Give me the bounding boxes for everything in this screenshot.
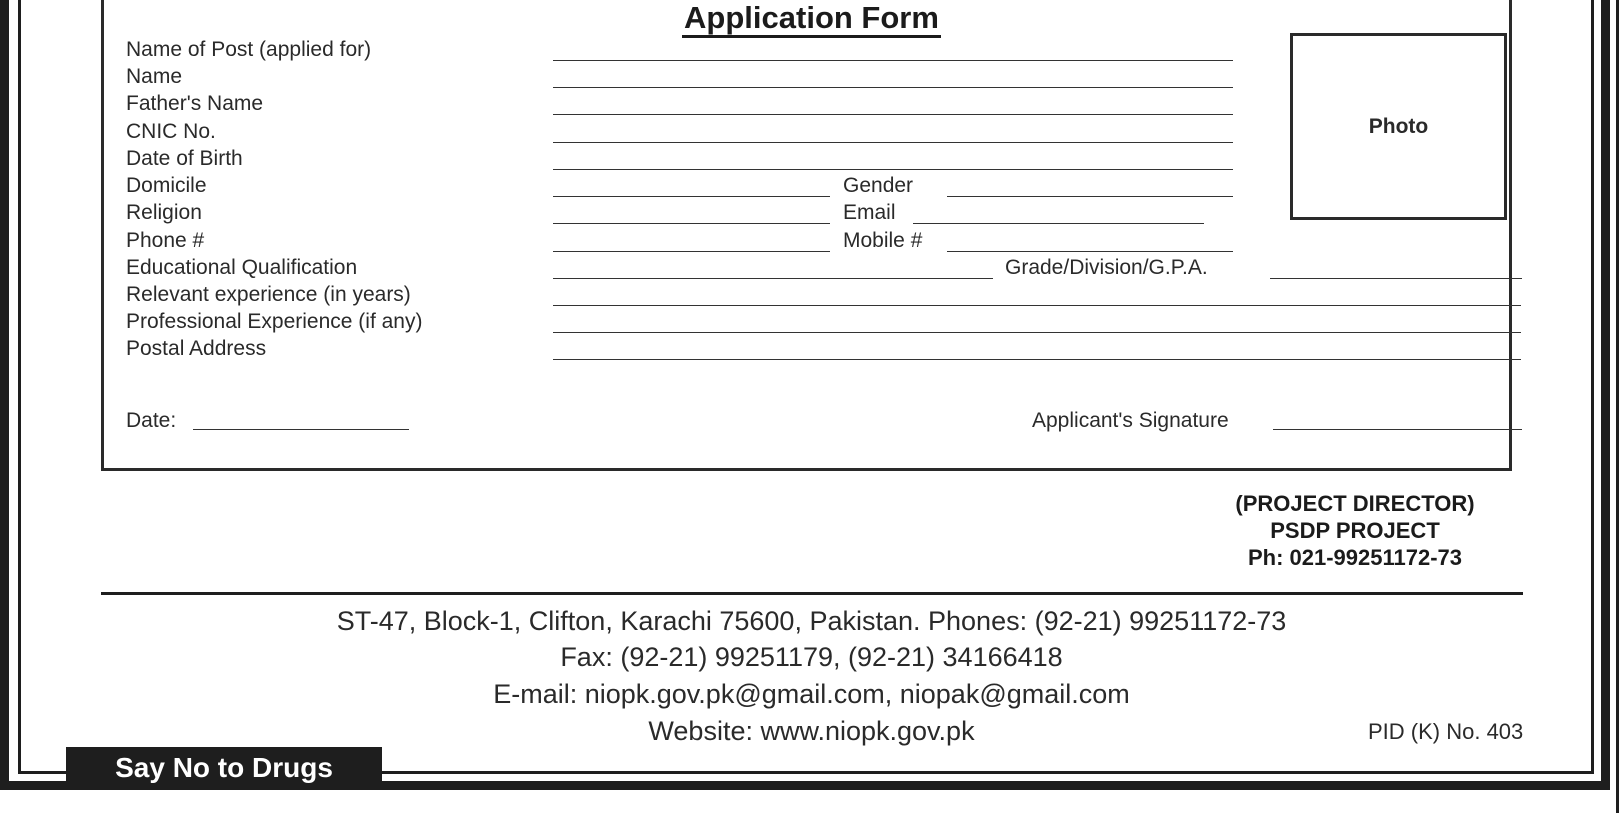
date-field[interactable] bbox=[193, 429, 409, 430]
label-date: Date: bbox=[126, 409, 177, 432]
label-phone: Phone # bbox=[126, 229, 205, 252]
footer-website: Website: www.niopk.gov.pk bbox=[648, 716, 975, 746]
form-title: Application Form bbox=[682, 0, 941, 38]
label-signature: Applicant's Signature bbox=[1032, 409, 1229, 432]
label-relevant-experience: Relevant experience (in years) bbox=[126, 283, 411, 306]
say-no-to-drugs-banner bbox=[66, 747, 382, 789]
footer-separator bbox=[101, 592, 1523, 595]
label-gender: Gender bbox=[843, 174, 914, 197]
label-religion: Religion bbox=[126, 201, 202, 224]
label-professional-experience: Professional Experience (if any) bbox=[126, 310, 423, 333]
label-domicile: Domicile bbox=[126, 174, 207, 197]
photo-box[interactable] bbox=[1290, 33, 1507, 220]
father-name-field[interactable] bbox=[553, 114, 1233, 115]
professional-experience-field[interactable] bbox=[553, 332, 1521, 333]
director-project: PSDP PROJECT bbox=[1270, 518, 1440, 543]
pid-number: PID (K) No. 403 bbox=[1368, 719, 1524, 744]
name-field[interactable] bbox=[553, 87, 1233, 88]
label-grade: Grade/Division/G.P.A. bbox=[1005, 256, 1208, 279]
label-name: Name bbox=[126, 65, 183, 88]
signature-field[interactable] bbox=[1273, 429, 1522, 430]
religion-field[interactable] bbox=[553, 223, 830, 224]
grade-field[interactable] bbox=[1270, 278, 1522, 279]
footer-fax: Fax: (92-21) 99251179, (92-21) 34166418 bbox=[560, 642, 1063, 672]
dob-field[interactable] bbox=[553, 169, 1233, 170]
label-cnic: CNIC No. bbox=[126, 120, 216, 143]
mobile-field[interactable] bbox=[947, 251, 1233, 252]
label-postal-address: Postal Address bbox=[126, 337, 267, 360]
label-education: Educational Qualification bbox=[126, 256, 358, 279]
slogan-text: Say No to Drugs bbox=[115, 752, 333, 783]
footer-email: E-mail: niopk.gov.pk@gmail.com, niopak@gmail.com bbox=[493, 679, 1130, 709]
label-email: Email bbox=[843, 201, 896, 224]
label-mobile: Mobile # bbox=[843, 229, 923, 252]
education-field[interactable] bbox=[553, 278, 993, 279]
postal-address-field[interactable] bbox=[553, 359, 1521, 360]
footer-address: ST-47, Block-1, Clifton, Karachi 75600, Pakistan. Phones: (92-21) 99251172-73 bbox=[336, 606, 1287, 636]
domicile-field[interactable] bbox=[553, 196, 830, 197]
label-post: Name of Post (applied for) bbox=[126, 38, 372, 61]
phone-field[interactable] bbox=[553, 251, 830, 252]
label-father-name: Father's Name bbox=[126, 92, 264, 115]
photo-label: Photo bbox=[1368, 114, 1429, 138]
post-field[interactable] bbox=[553, 60, 1233, 61]
email-field[interactable] bbox=[913, 223, 1204, 224]
director-phone: Ph: 021-99251172-73 bbox=[1247, 545, 1463, 570]
cnic-field[interactable] bbox=[553, 142, 1233, 143]
relevant-experience-field[interactable] bbox=[553, 305, 1521, 306]
director-block bbox=[1180, 490, 1530, 571]
director-title: (PROJECT DIRECTOR) bbox=[1235, 491, 1475, 516]
gender-field[interactable] bbox=[947, 196, 1233, 197]
label-dob: Date of Birth bbox=[126, 147, 243, 170]
